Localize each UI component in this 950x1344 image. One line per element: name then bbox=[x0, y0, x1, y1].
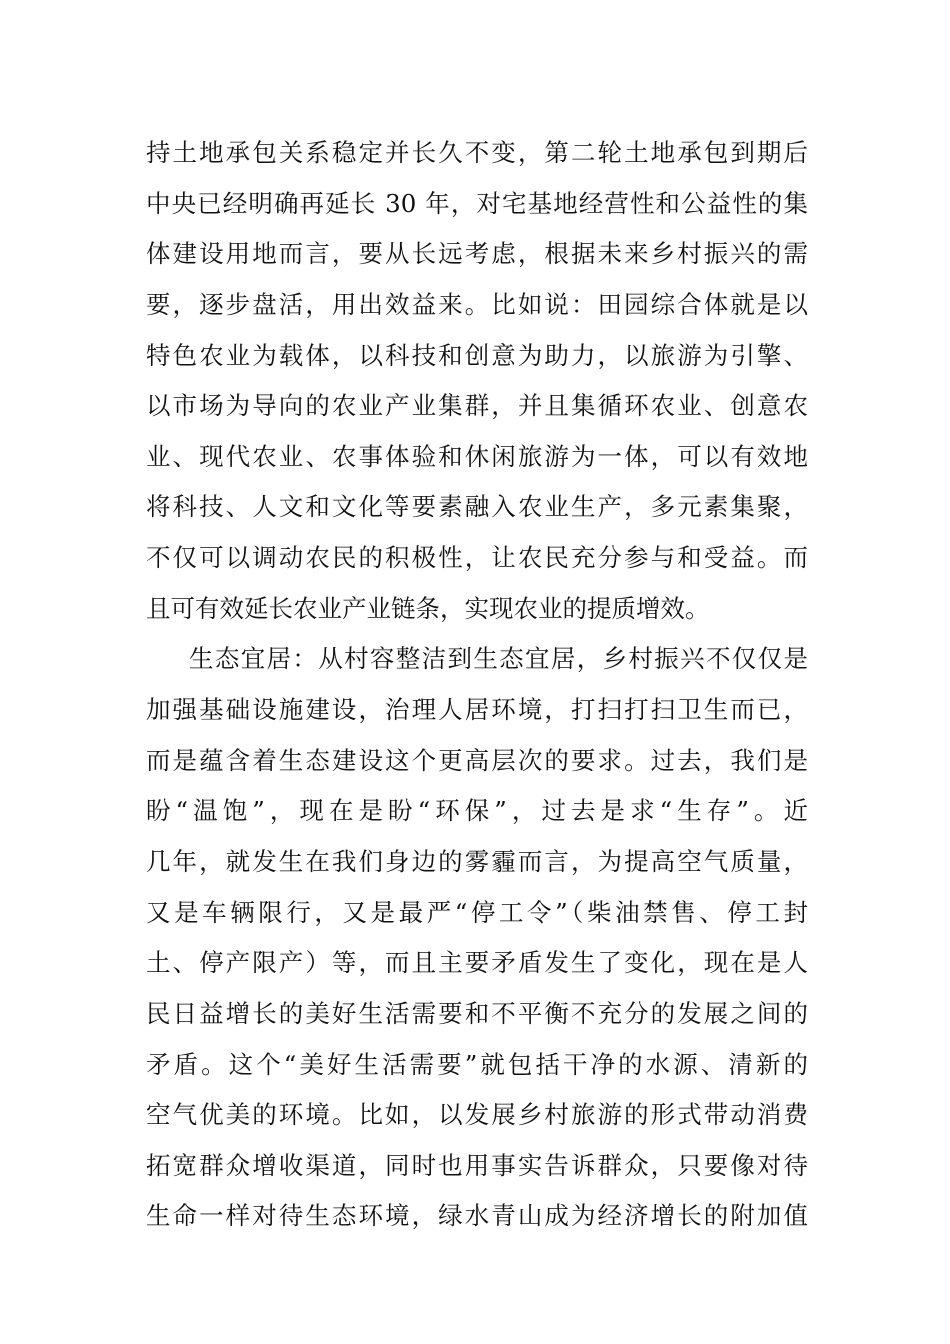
text-line-14: 盼“温饱”，现在是盼“环保”，过去是求“生存”。近 bbox=[146, 796, 808, 826]
text-line-11: 生态宜居：从村容整洁到生态宜居，乡村振兴不仅仅是 bbox=[189, 644, 808, 674]
text-line-2: 中央已经明确再延长 30 年，对宅基地经营性和公益性的集 bbox=[146, 188, 808, 218]
text-line-10: 且可有效延长农业产业链条，实现农业的提质增效。 bbox=[146, 593, 710, 623]
text-line-15: 几年，就发生在我们身边的雾霾而言，为提高空气质量， bbox=[146, 846, 808, 876]
text-line-22: 生命一样对待生态环境，绿水青山成为经济增长的附加值 bbox=[146, 1201, 808, 1231]
text-line-12: 加强基础设施建设，治理人居环境，打扫打扫卫生而已， bbox=[146, 695, 808, 725]
text-line-8: 将科技、人文和文化等要素融入农业生产，多元素集聚， bbox=[146, 492, 808, 522]
text-line-5: 特色农业为载体，以科技和创意为助力，以旅游为引擎、 bbox=[146, 340, 808, 370]
text-line-20: 空气优美的环境。比如，以发展乡村旅游的形式带动消费 bbox=[146, 1100, 808, 1130]
text-line-16: 又是车辆限行，又是最严“停工令”（柴油禁售、停工封 bbox=[146, 897, 808, 927]
text-line-6: 以市场为导向的农业产业集群，并且集循环农业、创意农 bbox=[146, 391, 808, 421]
text-line-18: 民日益增长的美好生活需要和不平衡不充分的发展之间的 bbox=[146, 998, 808, 1028]
text-line-13: 而是蕴含着生态建设这个更高层次的要求。过去，我们是 bbox=[146, 745, 808, 775]
body-text bbox=[146, 128, 808, 1242]
text-line-9: 不仅可以调动农民的积极性，让农民充分参与和受益。而 bbox=[146, 543, 808, 573]
text-line-21: 拓宽群众增收渠道，同时也用事实告诉群众，只要像对待 bbox=[146, 1150, 808, 1180]
text-line-19: 矛盾。这个“美好生活需要”就包括干净的水源、清新的 bbox=[146, 1049, 808, 1079]
text-line-3: 体建设用地而言，要从长远考虑，根据未来乡村振兴的需 bbox=[146, 239, 808, 269]
text-line-7: 业、现代农业、农事体验和休闲旅游为一体，可以有效地 bbox=[146, 441, 808, 471]
text-line-1: 持土地承包关系稳定并长久不变，第二轮土地承包到期后 bbox=[146, 138, 808, 167]
text-line-17: 土、停产限产）等，而且主要矛盾发生了变化，现在是人 bbox=[146, 948, 808, 978]
text-line-4: 要，逐步盘活，用出效益来。比如说：田园综合体就是以 bbox=[146, 289, 808, 319]
